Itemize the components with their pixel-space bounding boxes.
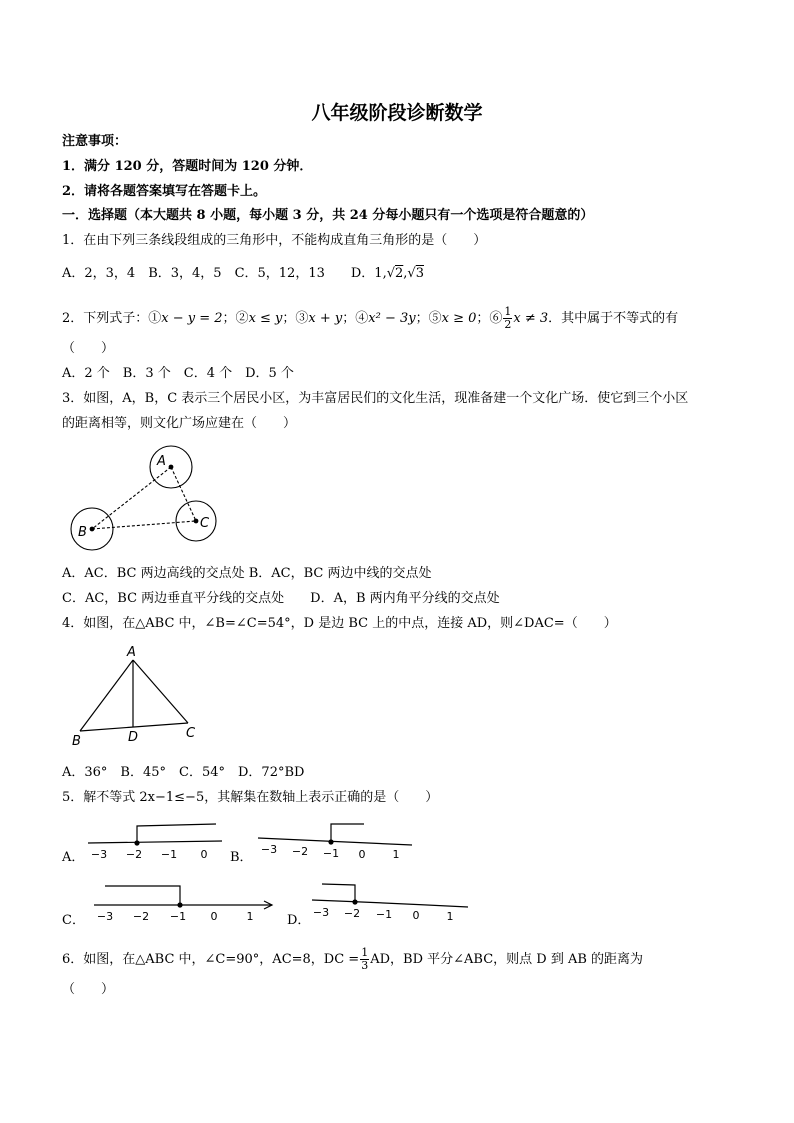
q2-expr-4: x² − 3y [368, 311, 416, 326]
number-line-a [88, 824, 222, 843]
solution-bracket-b [331, 824, 364, 841]
q3-options-cd: C．AC，BC 两边垂直平分线的交点处 D．A，B 两内角平分线的交点处 [62, 591, 500, 606]
q1-options: A．2，3，4 B．3，4，5 C．5，12，13 D．1,√2,√3 [62, 266, 424, 281]
q2-options: A．2 个 B．3 个 C．4 个 D．5 个 [62, 366, 294, 381]
q4-options: A．36° B．45° C．54° D．72°BD [62, 765, 305, 780]
label-d: D [128, 730, 139, 745]
ticks-d [313, 906, 454, 923]
endpoint-c [177, 902, 182, 907]
svg-text:−3: −3 [260, 843, 278, 856]
endpoint-d [352, 899, 357, 904]
q5-label-d: D． [287, 913, 311, 928]
label-a: A [157, 454, 166, 469]
q6-paren: （ ） [62, 982, 115, 997]
notes-heading: 注意事项： [62, 134, 128, 149]
endpoint-a [134, 840, 139, 845]
label-c: C [200, 516, 210, 531]
svg-text:−1: −1 [169, 910, 187, 923]
q5-label-c: C． [62, 913, 85, 928]
q2-expr-2: x ≤ y [248, 311, 283, 326]
q6-stem [62, 947, 643, 972]
label-c: C [186, 726, 196, 741]
q5-label-a: A． [62, 850, 85, 865]
svg-text:−2: −2 [132, 910, 150, 923]
q3-options-ab: A．AC．BC 两边高线的交点处 B．AC，BC 两边中线的交点处 [62, 566, 432, 581]
svg-text:0: 0 [210, 910, 218, 923]
q6-stem-b: AD，BD 平分∠ABC，则点 D 到 AB 的距离为 [370, 952, 644, 967]
svg-text:1: 1 [392, 848, 400, 861]
sqrt-2: √2 [386, 266, 404, 281]
q2-sep-2: ；② [222, 311, 249, 326]
q1-stem: 1．在由下列三条线段组成的三角形中，不能构成直角三角形的是（ ） [62, 233, 487, 248]
q3-stem-1: 3．如图，A，B，C 表示三个居民小区，为丰富居民们的文化生活，现准备建一个文化广场．使它到三个小区 [62, 391, 689, 406]
endpoint-b [328, 839, 333, 844]
ticks-c [97, 910, 254, 923]
note-item-1: 1．满分 120 分，答题时间为 120 分钟． [62, 159, 313, 174]
q2-expr-1: x − y = 2 [161, 311, 223, 326]
page-title: 八年级阶段诊断数学 [311, 102, 483, 124]
svg-text:1: 1 [246, 910, 254, 923]
q1-options-text: A．2，3，4 B．3，4，5 C．5，12，13 D．1, [62, 266, 387, 281]
q2-sep-6: ；⑥ [476, 311, 503, 326]
q2-sep-4: ；④ [342, 311, 369, 326]
svg-text:0: 0 [358, 848, 366, 861]
svg-text:0: 0 [200, 848, 208, 861]
number-line-d [312, 884, 468, 907]
q4-stem: 4．如图，在△ABC 中，∠B=∠C=54°，D 是边 BC 上的中点，连接 AD，则∠DAC=（ ） [62, 616, 617, 631]
svg-text:−2: −2 [125, 848, 143, 861]
section-heading: 一．选择题（本大题共 8 小题，每小题 3 分，共 24 分每小题只有一个选项是符合题意的） [62, 208, 594, 223]
q2-expr-5: x ≥ 0 [441, 311, 477, 326]
q6-stem-a: 6．如图，在△ABC 中，∠C=90°，AC=8，DC = [62, 952, 360, 967]
q2-paren: （ ） [62, 341, 115, 356]
q2-expr-3: x + y [308, 311, 343, 326]
label-b: B [72, 734, 81, 749]
q5-stem: 5．解不等式 2x−1≤−5，其解集在数轴上表示正确的是（ ） [62, 790, 439, 805]
svg-text:−1: −1 [160, 848, 178, 861]
number-line-b [258, 824, 412, 845]
solution-bracket-d [322, 884, 355, 902]
note-item-2: 2．请将各题答案填写在答题卡上。 [62, 184, 267, 199]
svg-text:−1: −1 [375, 908, 393, 921]
svg-text:−3: −3 [312, 906, 330, 919]
solution-bracket-a [137, 824, 216, 843]
svg-text:−1: −1 [322, 847, 340, 860]
q2-stem-a: 2．下列式子：① [62, 311, 162, 326]
q2-tail: ．其中属于不等式的有 [548, 311, 679, 326]
q6-fraction: $\frac{1}{3}$ [361, 946, 369, 972]
solution-bracket-c [105, 886, 180, 905]
sqrt-3: √3 [407, 266, 424, 281]
svg-text:0: 0 [412, 909, 420, 922]
svg-text:−2: −2 [343, 907, 361, 920]
ticks-b [261, 843, 400, 861]
svg-text:1: 1 [446, 910, 454, 923]
q3-stem-2: 的距离相等，则文化广场应建在（ ） [62, 416, 297, 431]
label-a: A [127, 645, 136, 660]
q2-expr-6: x ≠ 3 [513, 311, 549, 326]
q2-sep-3: ；③ [282, 311, 309, 326]
svg-text:−3: −3 [96, 910, 114, 923]
q2-fraction: $\frac{1}{2}$ [504, 305, 512, 331]
ticks-a [91, 848, 208, 861]
number-line-c [94, 886, 272, 909]
svg-text:−2: −2 [291, 845, 309, 858]
svg-text:−3: −3 [90, 848, 108, 861]
q5-label-b: B． [230, 850, 253, 865]
label-b: B [78, 525, 87, 540]
q2-sep-5: ；⑤ [415, 311, 442, 326]
